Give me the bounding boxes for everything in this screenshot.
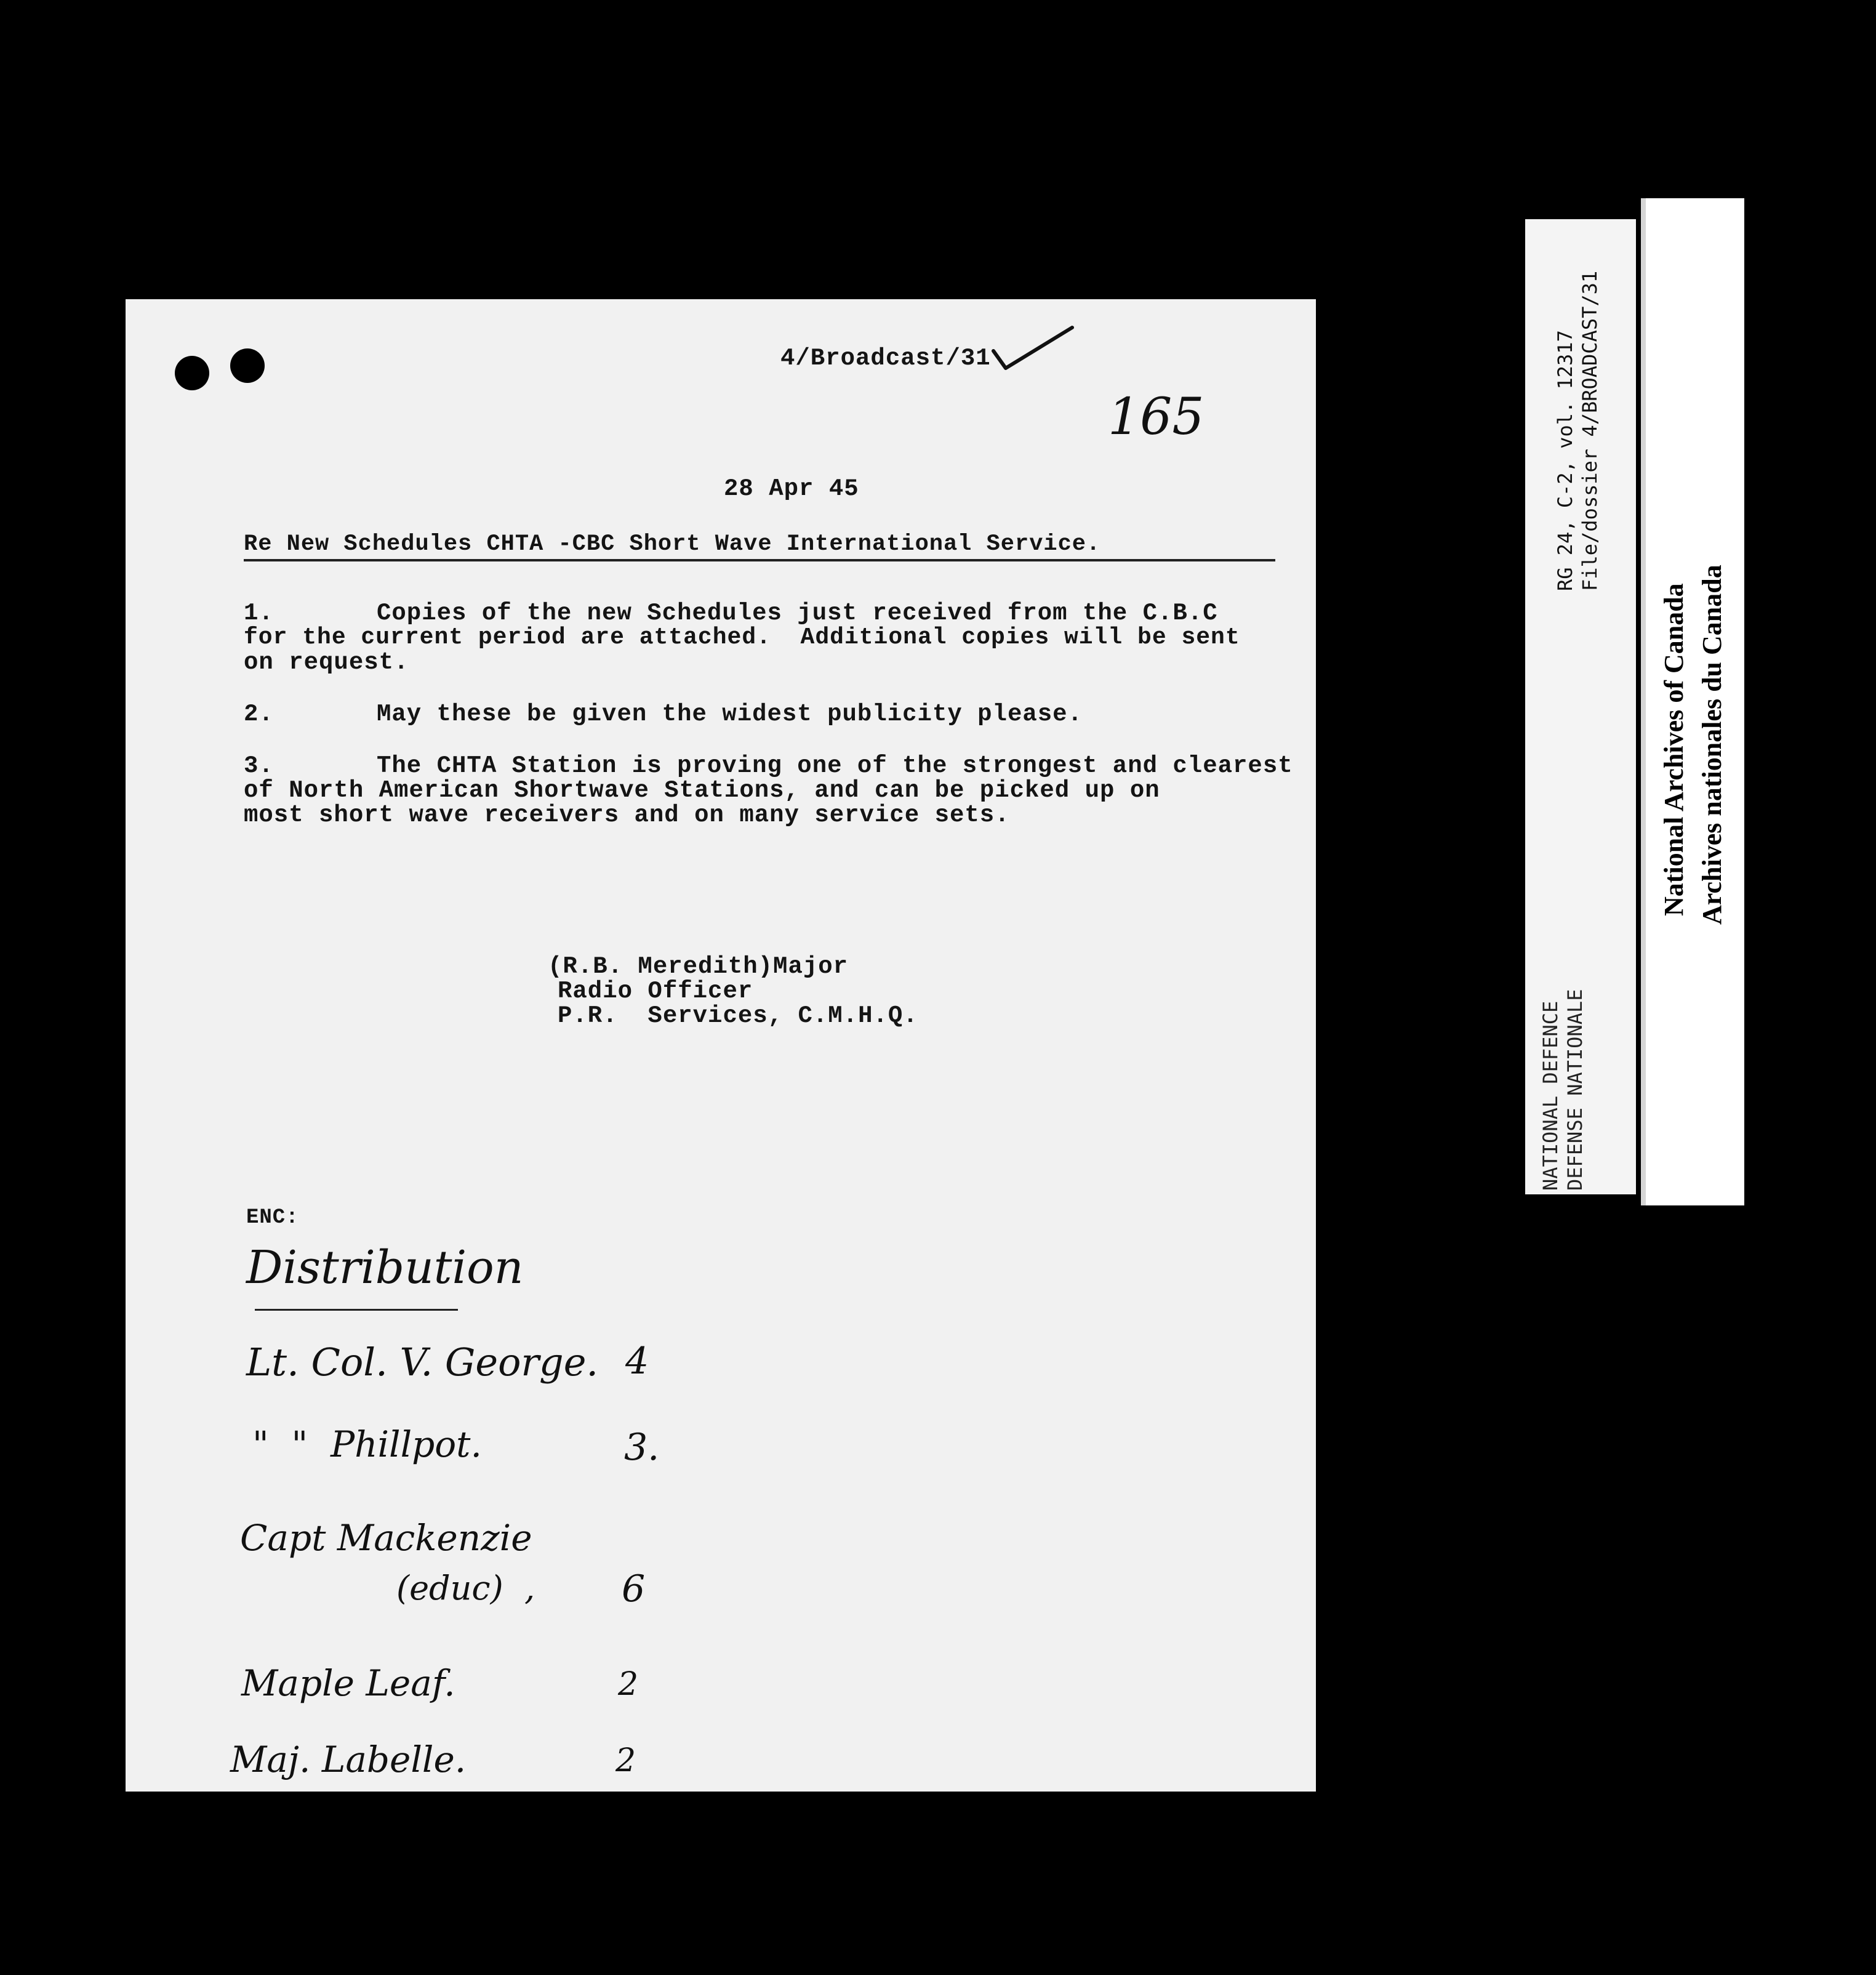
distribution-name: " " Phillpot. (252, 1423, 482, 1465)
signature-office: P.R. Services, C.M.H.Q. (558, 1002, 918, 1029)
reference-line-1: RG 24, C-2, vol. 12317 (1553, 330, 1577, 591)
distribution-qty: 4 (625, 1340, 649, 1383)
paragraph-line: for the current period are attached. Additional copies will be sent (244, 624, 1240, 651)
reference-line-2: File/dossier 4/BROADCAST/31 (1578, 270, 1601, 591)
subject-line: Re New Schedules CHTA -CBC Short Wave International Service. (244, 531, 1101, 557)
paragraph-line: Copies of the new Schedules just received from the C.B.C (377, 600, 1218, 627)
checkmark-icon (990, 324, 1076, 373)
subject-underline (244, 559, 1275, 561)
paragraph-line: May these be given the widest publicity please. (377, 701, 1083, 728)
paragraph-line: most short wave receivers and on many service sets. (244, 802, 1010, 829)
distribution-qty: 3. (624, 1426, 660, 1469)
distribution-name: (educ) , (396, 1569, 535, 1607)
distribution-name: Maple Leaf. (241, 1662, 455, 1704)
heading-underline (255, 1309, 458, 1311)
distribution-heading: Distribution (246, 1241, 524, 1294)
punch-hole-icon (175, 356, 209, 390)
distribution-name: Capt Mackenzie (240, 1517, 532, 1559)
archives-label (1641, 198, 1744, 1205)
archive-reference-label (1525, 219, 1636, 1194)
paragraph-number: 2. (244, 701, 274, 728)
archives-name-en: National Archives of Canada (1659, 583, 1689, 916)
department-line-2: DEFENSE NATIONALE (1563, 989, 1587, 1191)
department-line-1: NATIONAL DEFENCE (1539, 1000, 1562, 1191)
enclosure-label: ENC: (246, 1206, 299, 1229)
document-page (126, 299, 1316, 1792)
signature-title: Radio Officer (558, 978, 753, 1005)
page-number: 165 (1108, 388, 1205, 446)
distribution-qty: 2 (615, 1742, 636, 1779)
paragraph-line: on request. (244, 649, 409, 676)
paragraph-number: 1. (244, 600, 274, 627)
document-date: 28 Apr 45 (724, 475, 859, 502)
distribution-name: Lt. Col. V. George. (246, 1340, 599, 1385)
paragraph-number: 3. (244, 752, 274, 779)
archives-name-fr: Archives nationales du Canada (1697, 565, 1727, 925)
distribution-qty: 2 (618, 1666, 639, 1703)
paragraph-line: of North American Shortwave Stations, and can be picked up on (244, 777, 1160, 804)
distribution-qty: 6 (622, 1567, 646, 1611)
signature-name: (R.B. Meredith)Major (548, 953, 849, 980)
file-reference: 4/Broadcast/31 (780, 345, 991, 372)
punch-hole-icon (230, 348, 265, 383)
paragraph-line: The CHTA Station is proving one of the strongest and clearest (377, 752, 1293, 779)
distribution-name: Maj. Labelle. (230, 1739, 467, 1780)
